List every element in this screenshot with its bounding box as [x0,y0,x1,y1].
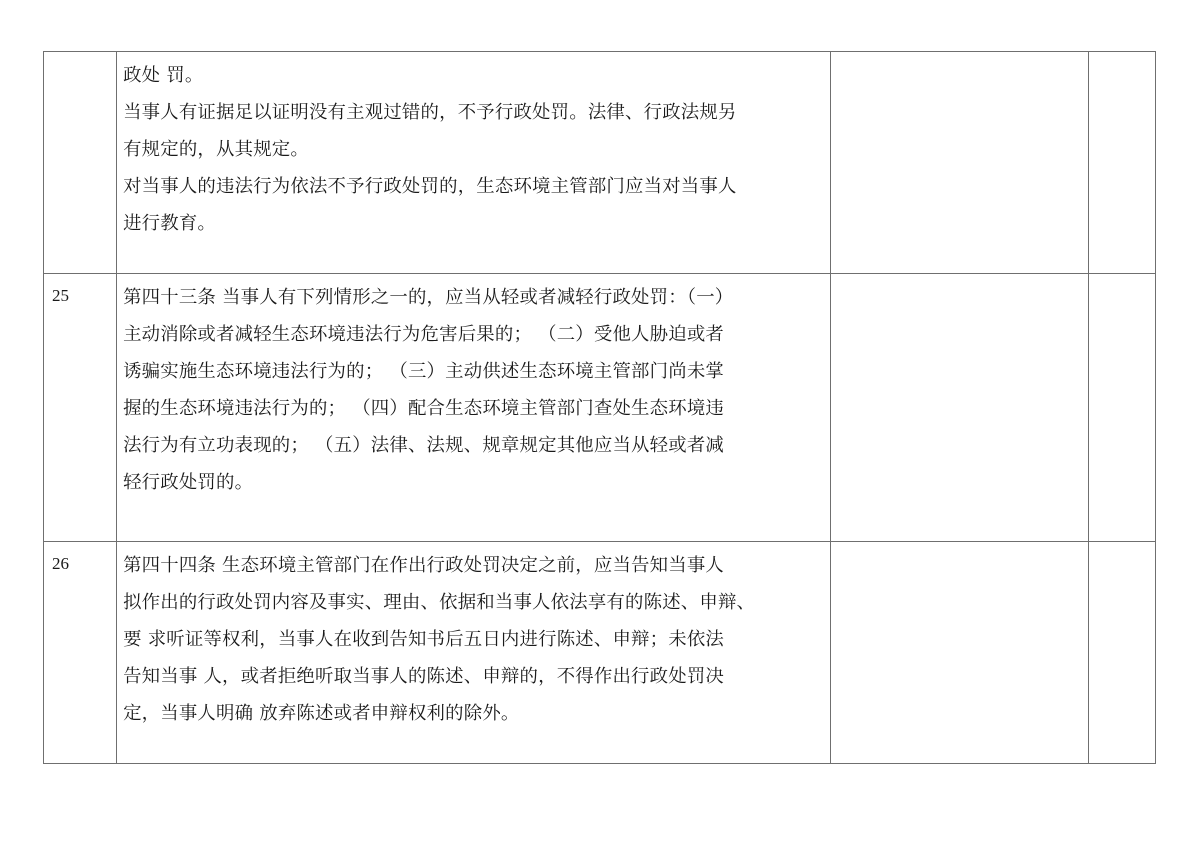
clause-line: 当事人有证据足以证明没有主观过错的，不予行政处罚。法律、行政法规另 [123,102,737,123]
clause-line: 对当事人的违法行为依法不予行政处罚的，生态环境主管部门应当对当事人 [123,176,737,197]
clause-line: 轻行政处罚的。 [123,472,254,493]
empty-cell [830,274,1088,542]
clause-line: 第四十四条 生态环境主管部门在作出行政处罚决定之前，应当告知当事人 [123,555,725,576]
table-row [44,274,1156,542]
clause-line: 拟作出的行政处罚内容及事实、理由、依据和当事人依法享有的陈述、申辩、 [123,592,756,613]
row-number-cell [44,274,117,542]
clause-line: 有规定的，从其规定。 [123,139,309,160]
clause-line: 诱骗实施生态环境违法行为的； （三）主动供述生态环境主管部门尚未掌 [123,361,725,382]
empty-cell [830,52,1088,274]
clause-line: 告知当事 人，或者拒绝听取当事人的陈述、申辩的，不得作出行政处罚决 [123,666,725,687]
clause-text-cell [117,52,831,274]
row-number: 26 [52,554,69,573]
empty-cell [1088,274,1155,542]
clause-line: 第四十三条 当事人有下列情形之一的，应当从轻或者减轻行政处罚：（一） [123,287,734,308]
clause-line: 法行为有立功表现的； （五）法律、法规、规章规定其他应当从轻或者减 [123,435,725,456]
row-number: 25 [52,286,69,305]
empty-cell [830,542,1088,764]
row-number-cell [44,52,117,274]
row-number-cell [44,542,117,764]
clause-line: 主动消除或者减轻生态环境违法行为危害后果的； （二）受他人胁迫或者 [123,324,725,345]
clause-line: 政处 罚。 [123,65,204,86]
clause-text-cell [117,274,831,542]
clause-line: 握的生态环境违法行为的； （四）配合生态环境主管部门查处生态环境违 [123,398,725,419]
regulation-table [43,51,1156,764]
clause-text-cell [117,542,831,764]
clause-line: 要 求听证等权利，当事人在收到告知书后五日内进行陈述、申辩；未依法 [123,629,725,650]
clause-line: 进行教育。 [123,213,217,234]
clause-line: 定，当事人明确 放弃陈述或者申辩权利的除外。 [123,703,520,724]
table-row [44,52,1156,274]
table-row [44,542,1156,764]
empty-cell [1088,542,1155,764]
empty-cell [1088,52,1155,274]
